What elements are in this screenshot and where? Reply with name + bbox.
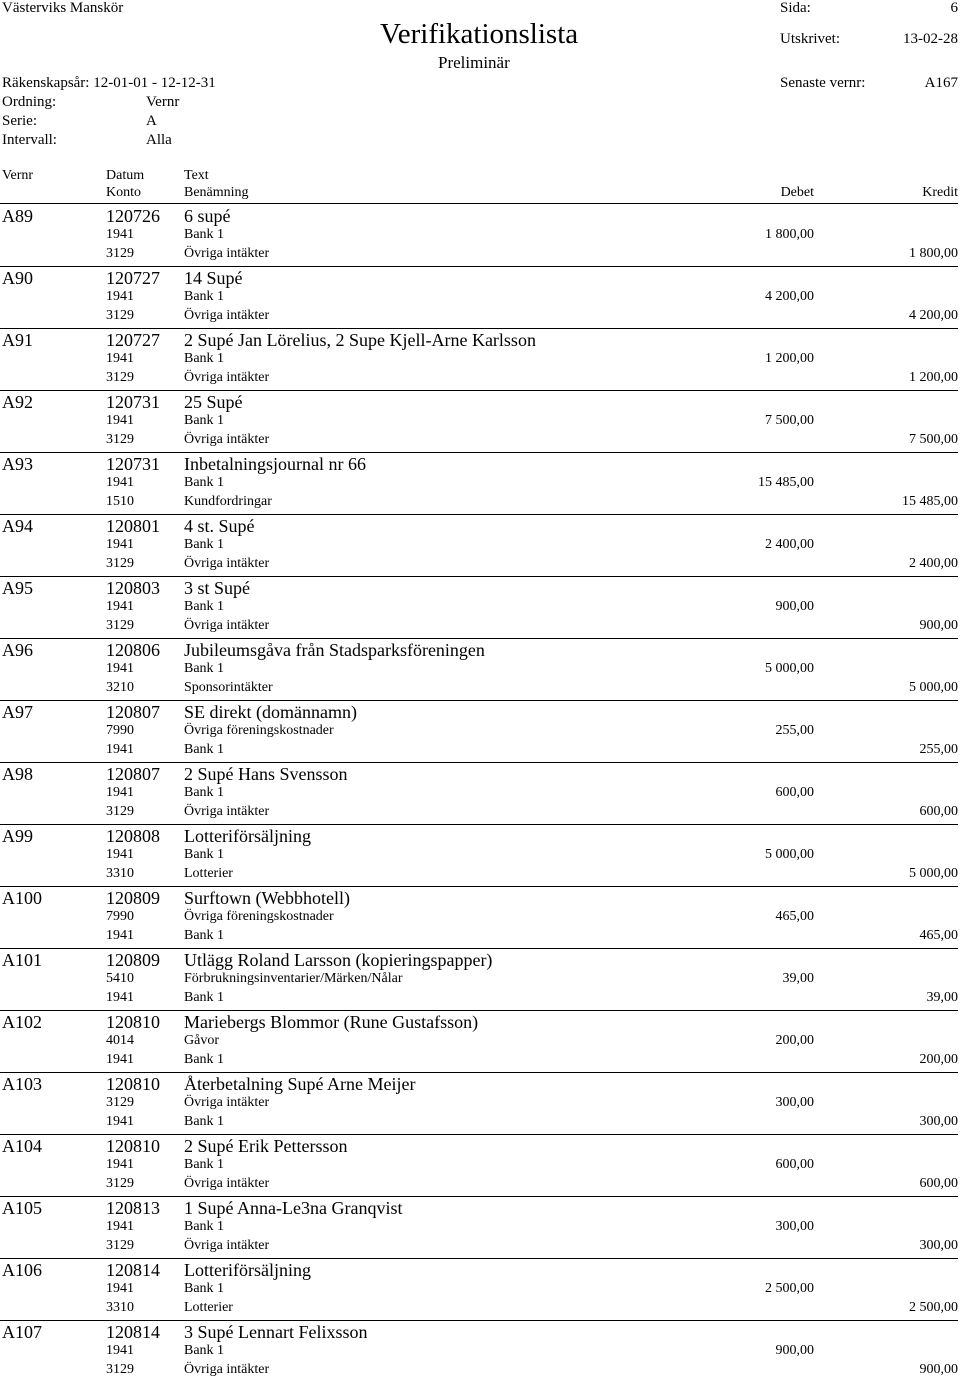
row-benamning: Övriga intäkter — [184, 308, 270, 323]
row-benamning: Övriga föreningskostnader — [184, 723, 334, 738]
report-title: Verifikationslista — [380, 18, 579, 50]
row-kredit: 15 485,00 — [902, 494, 958, 509]
row-benamning: Kundfordringar — [184, 494, 272, 509]
row-kredit: 7 500,00 — [909, 432, 958, 447]
printed-label: Utskrivet: — [780, 31, 840, 47]
row-benamning: Sponsorintäkter — [184, 680, 273, 695]
entry-text: 3 st Supé — [184, 578, 251, 598]
col-text: Text — [184, 168, 209, 183]
latest-vernr-value: A167 — [924, 75, 958, 91]
verification-entry — [0, 515, 960, 577]
entry-text: 25 Supé — [184, 392, 243, 412]
column-headers — [0, 166, 960, 204]
row-konto: 3310 — [106, 1300, 134, 1315]
row-benamning: Bank 1 — [184, 1343, 225, 1358]
row-konto: 3129 — [106, 556, 134, 571]
row-konto: 1941 — [106, 289, 134, 304]
row-konto: 3129 — [106, 1095, 134, 1110]
row-kredit: 300,00 — [919, 1238, 958, 1253]
row-debet: 200,00 — [775, 1033, 814, 1048]
entry-date: 120801 — [106, 516, 160, 536]
series-value: A — [146, 113, 157, 129]
entry-text: Lotteriförsäljning — [184, 826, 311, 846]
page-label: Sida: — [780, 0, 811, 16]
row-debet: 600,00 — [775, 785, 814, 800]
row-benamning: Övriga intäkter — [184, 1095, 270, 1110]
row-kredit: 600,00 — [919, 1176, 958, 1191]
row-debet: 7 500,00 — [765, 413, 814, 428]
row-konto: 1941 — [106, 742, 134, 757]
row-konto: 3129 — [106, 804, 134, 819]
row-kredit: 300,00 — [919, 1114, 958, 1129]
col-datum: Datum — [106, 168, 145, 183]
entry-vernr: A90 — [2, 268, 33, 288]
verification-entry — [0, 887, 960, 949]
verification-entry — [0, 205, 960, 267]
row-benamning: Övriga intäkter — [184, 1176, 270, 1191]
row-debet: 2 500,00 — [765, 1281, 814, 1296]
interval-label: Intervall: — [2, 132, 57, 148]
row-benamning: Bank 1 — [184, 785, 225, 800]
row-kredit: 900,00 — [919, 1362, 958, 1377]
order-value: Vernr — [146, 94, 180, 110]
row-benamning: Övriga intäkter — [184, 556, 270, 571]
row-kredit: 900,00 — [919, 618, 958, 633]
row-konto: 1941 — [106, 413, 134, 428]
row-debet: 5 000,00 — [765, 661, 814, 676]
entry-vernr: A94 — [2, 516, 33, 536]
row-kredit: 1 200,00 — [909, 370, 958, 385]
row-debet: 2 400,00 — [765, 537, 814, 552]
interval-value: Alla — [146, 132, 172, 148]
entry-date: 120810 — [106, 1074, 160, 1094]
row-konto: 1941 — [106, 1114, 134, 1129]
row-kredit: 1 800,00 — [909, 246, 958, 261]
verification-list — [0, 205, 960, 1383]
row-konto: 1941 — [106, 928, 134, 943]
row-kredit: 600,00 — [919, 804, 958, 819]
row-konto: 1941 — [106, 537, 134, 552]
latest-vernr-label: Senaste vernr: — [780, 75, 866, 91]
row-konto: 3129 — [106, 1238, 134, 1253]
row-benamning: Bank 1 — [184, 475, 225, 490]
verification-entry — [0, 1011, 960, 1073]
order-label: Ordning: — [2, 94, 57, 110]
row-benamning: Bank 1 — [184, 928, 225, 943]
entry-vernr: A101 — [2, 950, 42, 970]
row-benamning: Bank 1 — [184, 990, 225, 1005]
row-benamning: Övriga intäkter — [184, 618, 270, 633]
verification-entry — [0, 1197, 960, 1259]
entry-date: 120809 — [106, 950, 160, 970]
row-benamning: Övriga intäkter — [184, 432, 270, 447]
row-debet: 255,00 — [775, 723, 814, 738]
entry-vernr: A92 — [2, 392, 33, 412]
entry-vernr: A103 — [2, 1074, 42, 1094]
row-konto: 3129 — [106, 370, 134, 385]
entry-date: 120807 — [106, 764, 160, 784]
row-benamning: Övriga intäkter — [184, 804, 270, 819]
entry-vernr: A100 — [2, 888, 42, 908]
row-konto: 1510 — [106, 494, 134, 509]
fiscal-year: Räkenskapsår: 12-01-01 - 12-12-31 — [2, 75, 216, 91]
row-kredit: 200,00 — [919, 1052, 958, 1067]
row-debet: 39,00 — [782, 971, 814, 986]
row-konto: 1941 — [106, 227, 134, 242]
row-benamning: Lotterier — [184, 866, 233, 881]
entry-date: 120727 — [106, 330, 160, 350]
entry-vernr: A99 — [2, 826, 33, 846]
verification-entry — [0, 639, 960, 701]
entry-date: 120808 — [106, 826, 160, 846]
row-konto: 3129 — [106, 432, 134, 447]
row-kredit: 5 000,00 — [909, 866, 958, 881]
row-konto: 3310 — [106, 866, 134, 881]
verification-entry — [0, 701, 960, 763]
row-konto: 1941 — [106, 351, 134, 366]
row-debet: 465,00 — [775, 909, 814, 924]
org-name: Västerviks Manskör — [2, 0, 124, 16]
entry-text: Återbetalning Supé Arne Meijer — [184, 1074, 416, 1094]
entry-vernr: A98 — [2, 764, 33, 784]
entry-vernr: A97 — [2, 702, 33, 722]
entry-vernr: A95 — [2, 578, 33, 598]
row-benamning: Bank 1 — [184, 289, 225, 304]
row-konto: 1941 — [106, 1219, 134, 1234]
col-konto: Konto — [106, 185, 141, 200]
col-benamning: Benämning — [184, 185, 249, 200]
entry-text: Utlägg Roland Larsson (kopieringspapper) — [184, 950, 493, 970]
verification-entry — [0, 1321, 960, 1383]
entry-date: 120809 — [106, 888, 160, 908]
row-konto: 7990 — [106, 909, 134, 924]
row-kredit: 2 500,00 — [909, 1300, 958, 1315]
row-debet: 15 485,00 — [758, 475, 814, 490]
entry-text: 3 Supé Lennart Felixsson — [184, 1322, 368, 1342]
entry-text: SE direkt (domännamn) — [184, 702, 357, 722]
page-number: 6 — [950, 0, 958, 16]
entry-date: 120727 — [106, 268, 160, 288]
series-label: Serie: — [2, 113, 37, 129]
verification-entry — [0, 1073, 960, 1135]
row-benamning: Bank 1 — [184, 1157, 225, 1172]
entry-vernr: A106 — [2, 1260, 42, 1280]
row-konto: 1941 — [106, 1157, 134, 1172]
entry-text: 2 Supé Jan Lörelius, 2 Supe Kjell-Arne Karlsson — [184, 330, 536, 350]
row-debet: 4 200,00 — [765, 289, 814, 304]
verification-entry — [0, 391, 960, 453]
entry-date: 120813 — [106, 1198, 160, 1218]
row-debet: 900,00 — [775, 1343, 814, 1358]
row-debet: 1 200,00 — [765, 351, 814, 366]
row-konto: 1941 — [106, 1052, 134, 1067]
entry-vernr: A107 — [2, 1322, 42, 1342]
col-vernr: Vernr — [2, 168, 34, 183]
row-konto: 1941 — [106, 599, 134, 614]
row-benamning: Bank 1 — [184, 742, 225, 757]
row-benamning: Övriga intäkter — [184, 1362, 270, 1377]
verification-entry — [0, 577, 960, 639]
verification-entry — [0, 949, 960, 1011]
entry-text: 4 st. Supé — [184, 516, 255, 536]
row-benamning: Bank 1 — [184, 599, 225, 614]
row-konto: 1941 — [106, 661, 134, 676]
row-konto: 7990 — [106, 723, 134, 738]
row-konto: 3129 — [106, 618, 134, 633]
entry-date: 120814 — [106, 1260, 160, 1280]
row-konto: 1941 — [106, 475, 134, 490]
row-kredit: 39,00 — [926, 990, 958, 1005]
verification-entry — [0, 1259, 960, 1321]
row-benamning: Gåvor — [184, 1033, 219, 1048]
entry-date: 120810 — [106, 1012, 160, 1032]
row-benamning: Bank 1 — [184, 1281, 225, 1296]
row-debet: 5 000,00 — [765, 847, 814, 862]
row-benamning: Bank 1 — [184, 1052, 225, 1067]
row-benamning: Bank 1 — [184, 227, 225, 242]
entry-vernr: A89 — [2, 206, 33, 226]
row-konto: 5410 — [106, 971, 134, 986]
row-benamning: Förbrukningsinventarier/Märken/Nålar — [184, 971, 403, 986]
row-debet: 600,00 — [775, 1157, 814, 1172]
entry-text: 2 Supé Erik Pettersson — [184, 1136, 348, 1156]
row-benamning: Bank 1 — [184, 413, 225, 428]
row-benamning: Bank 1 — [184, 1114, 225, 1129]
entry-date: 120807 — [106, 702, 160, 722]
entry-text: Surftown (Webbhotell) — [184, 888, 351, 908]
row-kredit: 465,00 — [919, 928, 958, 943]
row-konto: 1941 — [106, 847, 134, 862]
entry-vernr: A105 — [2, 1198, 42, 1218]
row-debet: 900,00 — [775, 599, 814, 614]
entry-date: 120803 — [106, 578, 160, 598]
row-kredit: 2 400,00 — [909, 556, 958, 571]
row-konto: 3129 — [106, 308, 134, 323]
row-konto: 3129 — [106, 246, 134, 261]
row-benamning: Övriga intäkter — [184, 370, 270, 385]
row-konto: 4014 — [106, 1033, 134, 1048]
entry-text: Lotteriförsäljning — [184, 1260, 311, 1280]
verification-entry — [0, 1135, 960, 1197]
entry-vernr: A91 — [2, 330, 33, 350]
row-kredit: 255,00 — [919, 742, 958, 757]
row-konto: 1941 — [106, 1343, 134, 1358]
entry-date: 120806 — [106, 640, 160, 660]
entry-text: 14 Supé — [184, 268, 243, 288]
row-konto: 1941 — [106, 785, 134, 800]
entry-date: 120731 — [106, 454, 160, 474]
header-divider — [0, 203, 958, 204]
verification-entry — [0, 329, 960, 391]
entry-text: 2 Supé Hans Svensson — [184, 764, 348, 784]
row-konto: 1941 — [106, 1281, 134, 1296]
col-kredit: Kredit — [922, 185, 958, 200]
entry-date: 120814 — [106, 1322, 160, 1342]
row-konto: 1941 — [106, 990, 134, 1005]
row-benamning: Bank 1 — [184, 351, 225, 366]
row-konto: 3129 — [106, 1362, 134, 1377]
entry-date: 120810 — [106, 1136, 160, 1156]
row-benamning: Övriga intäkter — [184, 246, 270, 261]
entry-vernr: A104 — [2, 1136, 42, 1156]
entry-text: Mariebergs Blommor (Rune Gustafsson) — [184, 1012, 479, 1032]
row-benamning: Övriga föreningskostnader — [184, 909, 334, 924]
row-konto: 3210 — [106, 680, 134, 695]
row-benamning: Lotterier — [184, 1300, 233, 1315]
row-benamning: Bank 1 — [184, 661, 225, 676]
verification-entry — [0, 267, 960, 329]
row-kredit: 5 000,00 — [909, 680, 958, 695]
entry-vernr: A96 — [2, 640, 33, 660]
row-benamning: Bank 1 — [184, 1219, 225, 1234]
row-debet: 300,00 — [775, 1219, 814, 1234]
entry-text: Jubileumsgåva från Stadsparksföreningen — [184, 640, 485, 660]
row-debet: 1 800,00 — [765, 227, 814, 242]
row-benamning: Bank 1 — [184, 537, 225, 552]
entry-vernr: A93 — [2, 454, 33, 474]
verification-entry — [0, 825, 960, 887]
entry-text: 6 supé — [184, 206, 231, 226]
row-kredit: 4 200,00 — [909, 308, 958, 323]
verification-entry — [0, 453, 960, 515]
row-debet: 300,00 — [775, 1095, 814, 1110]
row-konto: 3129 — [106, 1176, 134, 1191]
entry-vernr: A102 — [2, 1012, 42, 1032]
printed-date: 13-02-28 — [903, 31, 958, 47]
entry-text: 1 Supé Anna-Le3na Granqvist — [184, 1198, 403, 1218]
entry-date: 120726 — [106, 206, 160, 226]
entry-date: 120731 — [106, 392, 160, 412]
entry-text: Inbetalningsjournal nr 66 — [184, 454, 366, 474]
col-debet: Debet — [780, 185, 814, 200]
verification-entry — [0, 763, 960, 825]
row-benamning: Övriga intäkter — [184, 1238, 270, 1253]
report-subtitle: Preliminär — [438, 53, 510, 72]
row-benamning: Bank 1 — [184, 847, 225, 862]
